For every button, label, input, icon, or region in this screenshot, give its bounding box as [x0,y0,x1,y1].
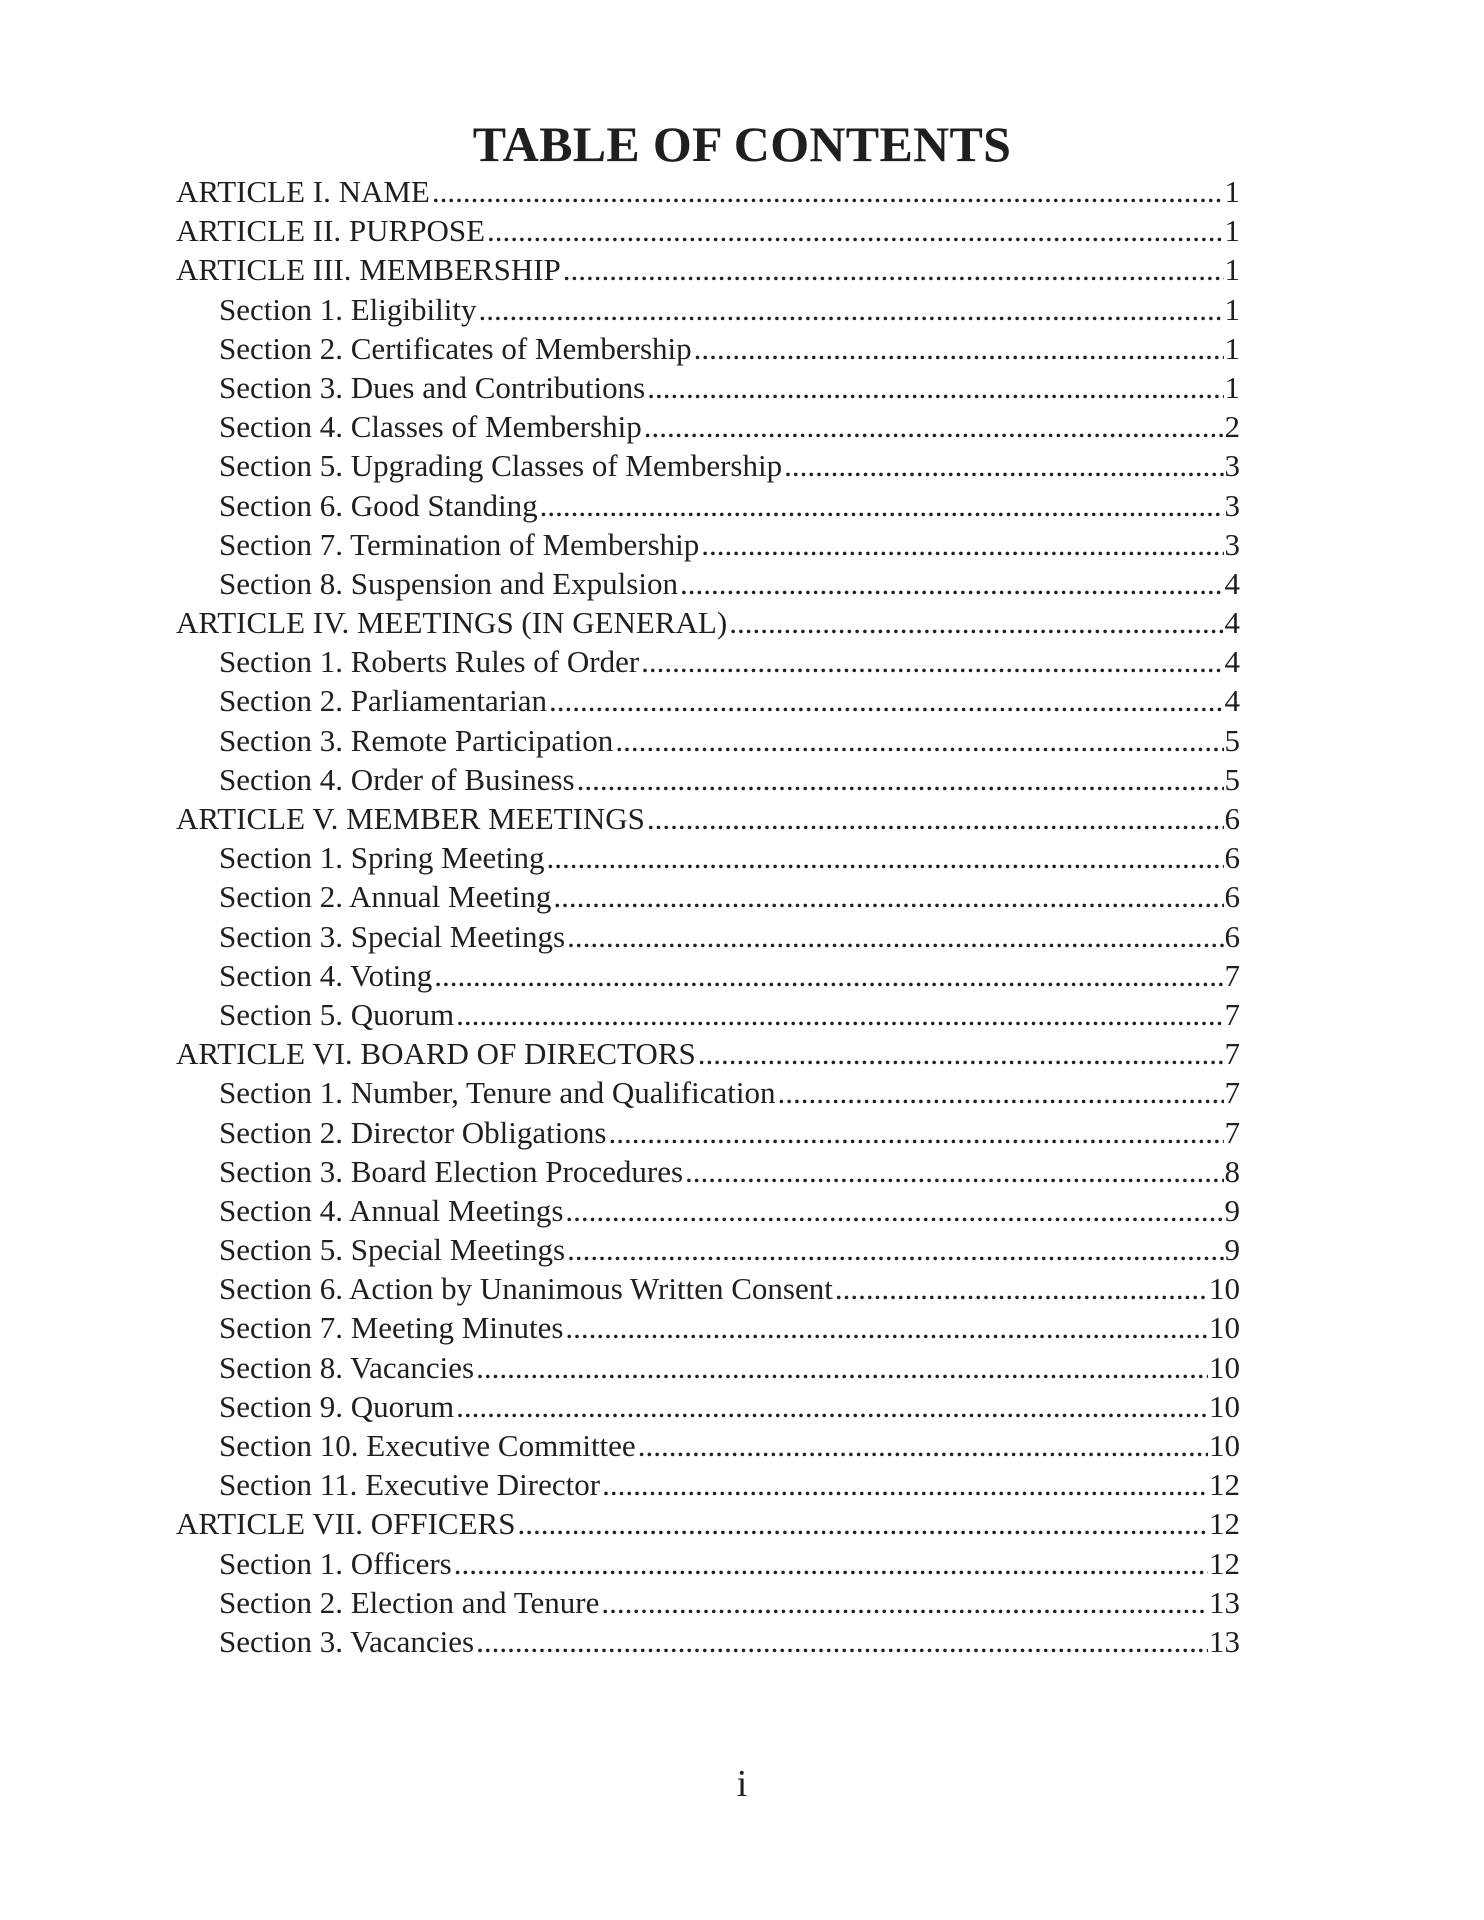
toc-article-entry[interactable] [176,1034,1240,1073]
toc-article-entry[interactable] [176,799,1240,838]
toc-section-entry[interactable] [176,642,1240,681]
toc-dot-leader [567,917,1223,956]
toc-entry-page: 5 [1224,761,1240,797]
toc-entry-label: Section 2. Director Obligations [219,1114,607,1150]
toc-entry-label: ARTICLE III. MEMBERSHIP [176,252,561,288]
toc-dot-leader [685,1152,1223,1191]
toc-entry-page: 1 [1224,330,1240,366]
toc-dot-leader [835,1269,1208,1308]
toc-section-entry[interactable] [176,838,1240,877]
toc-dot-leader [563,250,1224,289]
toc-entry-label: Section 3. Board Election Procedures [219,1153,684,1189]
toc-dot-leader [601,1583,1208,1622]
toc-dot-leader [608,1113,1223,1152]
toc-entry-label: Section 10. Executive Committee [219,1428,636,1463]
toc-entry-label: Section 8. Suspension and Expulsion [219,565,678,601]
toc-section-entry[interactable] [176,1348,1240,1387]
toc-dot-leader [553,877,1223,916]
toc-section-entry[interactable] [176,1152,1240,1191]
toc-entry-label: ARTICLE VI. BOARD OF DIRECTORS [176,1036,696,1072]
toc-dot-leader [577,760,1224,799]
toc-entry-page: 5 [1224,722,1240,758]
toc-entry-page: 1 [1224,369,1240,405]
toc-entry-label: Section 5. Special Meetings [219,1232,566,1268]
toc-entry-label: Section 5. Quorum [219,996,455,1032]
toc-entry-page: 7 [1224,1036,1240,1072]
toc-dot-leader [454,1544,1208,1583]
toc-entry-label: Section 1. Eligibility [219,291,477,327]
toc-entry-label: ARTICLE VII. OFFICERS [176,1506,516,1542]
toc-dot-leader [540,486,1224,525]
toc-entry-page: 4 [1224,605,1240,641]
toc-entry-page: 7 [1224,957,1240,993]
toc-section-entry[interactable] [176,681,1240,720]
toc-dot-leader [476,1622,1208,1661]
toc-section-entry[interactable] [176,368,1240,407]
toc-section-entry[interactable] [176,956,1240,995]
toc-entry-page: 6 [1224,840,1240,876]
toc-entry-page: 1 [1224,291,1240,327]
toc-entry-page: 6 [1224,879,1240,915]
toc-entry-page: 3 [1224,448,1240,484]
toc-entry-label: Section 6. Action by Unanimous Written Consent [219,1271,833,1307]
toc-entry-page: 3 [1224,526,1240,562]
toc-entry-label: Section 1. Spring Meeting [219,840,545,876]
toc-article-entry[interactable] [176,211,1240,250]
toc-entry-label: Section 2. Election and Tenure [219,1584,600,1620]
toc-entry-label: ARTICLE V. MEMBER MEETINGS [176,801,645,836]
toc-entry-page: 4 [1224,644,1240,680]
toc-entry-page: 8 [1224,1153,1240,1189]
toc-entry-label: Section 7. Termination of Membership [219,526,700,562]
toc-dot-leader [644,407,1224,446]
toc-dot-leader [694,329,1224,368]
toc-entry-label: Section 11. Executive Director [219,1467,601,1503]
page-title: TABLE OF CONTENTS [472,116,1012,172]
toc-section-entry[interactable] [176,917,1240,956]
toc-dot-leader [680,564,1224,603]
toc-dot-leader [647,799,1224,838]
toc-section-entry[interactable] [176,1113,1240,1152]
toc-entry-label: Section 4. Annual Meetings [219,1192,564,1228]
toc-section-entry[interactable] [176,1308,1240,1347]
toc-entry-label: ARTICLE IV. MEETINGS (IN GENERAL) [176,605,728,641]
toc-entry-page: 10 [1209,1388,1240,1424]
toc-entry-page: 12 [1209,1467,1240,1503]
toc-entry-page: 12 [1209,1506,1240,1542]
toc-dot-leader [434,956,1223,995]
toc-section-entry[interactable] [176,995,1240,1034]
toc-dot-leader [549,681,1224,720]
toc-dot-leader [784,446,1223,485]
toc-entry-page: 7 [1224,1075,1240,1111]
toc-entry-label: Section 6. Good Standing [219,487,538,523]
toc-entry-page: 10 [1209,1349,1240,1385]
toc-entry-label: Section 5. Upgrading Classes of Membership [219,448,783,484]
toc-entry-page: 13 [1209,1623,1240,1659]
toc-article-entry[interactable] [176,172,1240,211]
toc-entry-label: Section 3. Special Meetings [219,918,566,954]
toc-article-entry[interactable] [176,250,1240,289]
toc-entry-page: 7 [1224,996,1240,1032]
toc-entry-page: 10 [1209,1428,1240,1463]
toc-section-entry[interactable] [176,1269,1240,1308]
toc-dot-leader [701,525,1223,564]
toc-section-entry[interactable] [176,1622,1240,1661]
toc-dot-leader [638,1426,1208,1465]
toc-entry-page: 7 [1224,1114,1240,1150]
toc-entry-label: ARTICLE I. NAME [176,174,430,209]
toc-entry-label: Section 3. Remote Participation [219,722,614,758]
toc-dot-leader [478,290,1223,329]
toc-entry-label: ARTICLE II. PURPOSE [176,213,486,249]
toc-entry-page: 10 [1209,1310,1240,1346]
toc-dot-leader [641,642,1223,681]
toc-entry-label: Section 8. Vacancies [219,1349,475,1385]
toc-entry-page: 1 [1224,174,1240,209]
toc-entry-page: 12 [1209,1545,1240,1581]
toc-section-entry[interactable] [176,446,1240,485]
toc-entry-page: 3 [1224,487,1240,523]
toc-dot-leader [698,1034,1224,1073]
toc-entry-page: 6 [1224,918,1240,954]
toc-entry-page: 9 [1224,1192,1240,1228]
toc-dot-leader [647,368,1223,407]
toc-entry-page: 1 [1224,252,1240,288]
toc-section-entry[interactable] [176,1465,1240,1504]
toc-section-entry[interactable] [176,407,1240,446]
toc-entry-label: Section 4. Classes of Membership [219,409,642,445]
toc-entry-page: 1 [1224,213,1240,249]
toc-section-entry[interactable] [176,329,1240,368]
toc-dot-leader [615,721,1223,760]
toc-entry-page: 2 [1224,409,1240,445]
toc-section-entry[interactable] [176,1230,1240,1269]
toc-entry-page: 4 [1224,565,1240,601]
toc-dot-leader [432,172,1224,211]
toc-section-entry[interactable] [176,1387,1240,1426]
toc-entry-label: Section 1. Roberts Rules of Order [219,644,640,680]
toc-section-entry[interactable] [176,1426,1240,1465]
toc-section-entry[interactable] [176,1544,1240,1583]
toc-entry-label: Section 3. Dues and Contributions [219,369,646,405]
toc-entry-label: Section 4. Voting [219,957,433,993]
toc-section-entry[interactable] [176,1583,1240,1622]
toc-entry-label: Section 2. Certificates of Membership [219,330,692,366]
toc-entry-label: Section 2. Annual Meeting [219,879,552,915]
toc-entry-page: 10 [1209,1271,1240,1307]
toc-entry-page: 9 [1224,1232,1240,1268]
toc-dot-leader [456,995,1223,1034]
toc-entry-label: Section 4. Order of Business [219,761,575,797]
toc-section-entry[interactable] [176,290,1240,329]
toc-section-entry[interactable] [176,525,1240,564]
toc-dot-leader [456,1387,1208,1426]
toc-dot-leader [729,603,1223,642]
toc-dot-leader [602,1465,1208,1504]
toc-section-entry[interactable] [176,1191,1240,1230]
toc-dot-leader [517,1504,1208,1543]
toc-article-entry[interactable] [176,1504,1240,1543]
toc-dot-leader [777,1073,1223,1112]
toc-dot-leader [487,211,1223,250]
toc-section-entry[interactable] [176,1073,1240,1112]
toc-dot-leader [565,1191,1223,1230]
toc-section-entry[interactable] [176,564,1240,603]
toc-entry-label: Section 7. Meeting Minutes [219,1310,564,1346]
page-number: i [736,1763,748,1805]
toc-entry-label: Section 2. Parliamentarian [219,683,547,719]
toc-dot-leader [565,1308,1208,1347]
toc-entry-page: 4 [1224,683,1240,719]
toc-section-entry[interactable] [176,877,1240,916]
toc-entry-page: 6 [1224,801,1240,836]
toc-entry-page: 13 [1209,1584,1240,1620]
toc-section-entry[interactable] [176,760,1240,799]
table-of-contents [176,172,1240,1661]
toc-section-entry[interactable] [176,486,1240,525]
toc-entry-label: Section 1. Officers [219,1545,452,1581]
toc-entry-label: Section 3. Vacancies [219,1623,475,1659]
toc-article-entry[interactable] [176,603,1240,642]
toc-entry-label: Section 1. Number, Tenure and Qualification [219,1075,776,1111]
toc-dot-leader [546,838,1223,877]
toc-section-entry[interactable] [176,721,1240,760]
toc-entry-label: Section 9. Quorum [219,1388,455,1424]
toc-dot-leader [476,1348,1208,1387]
toc-dot-leader [567,1230,1223,1269]
